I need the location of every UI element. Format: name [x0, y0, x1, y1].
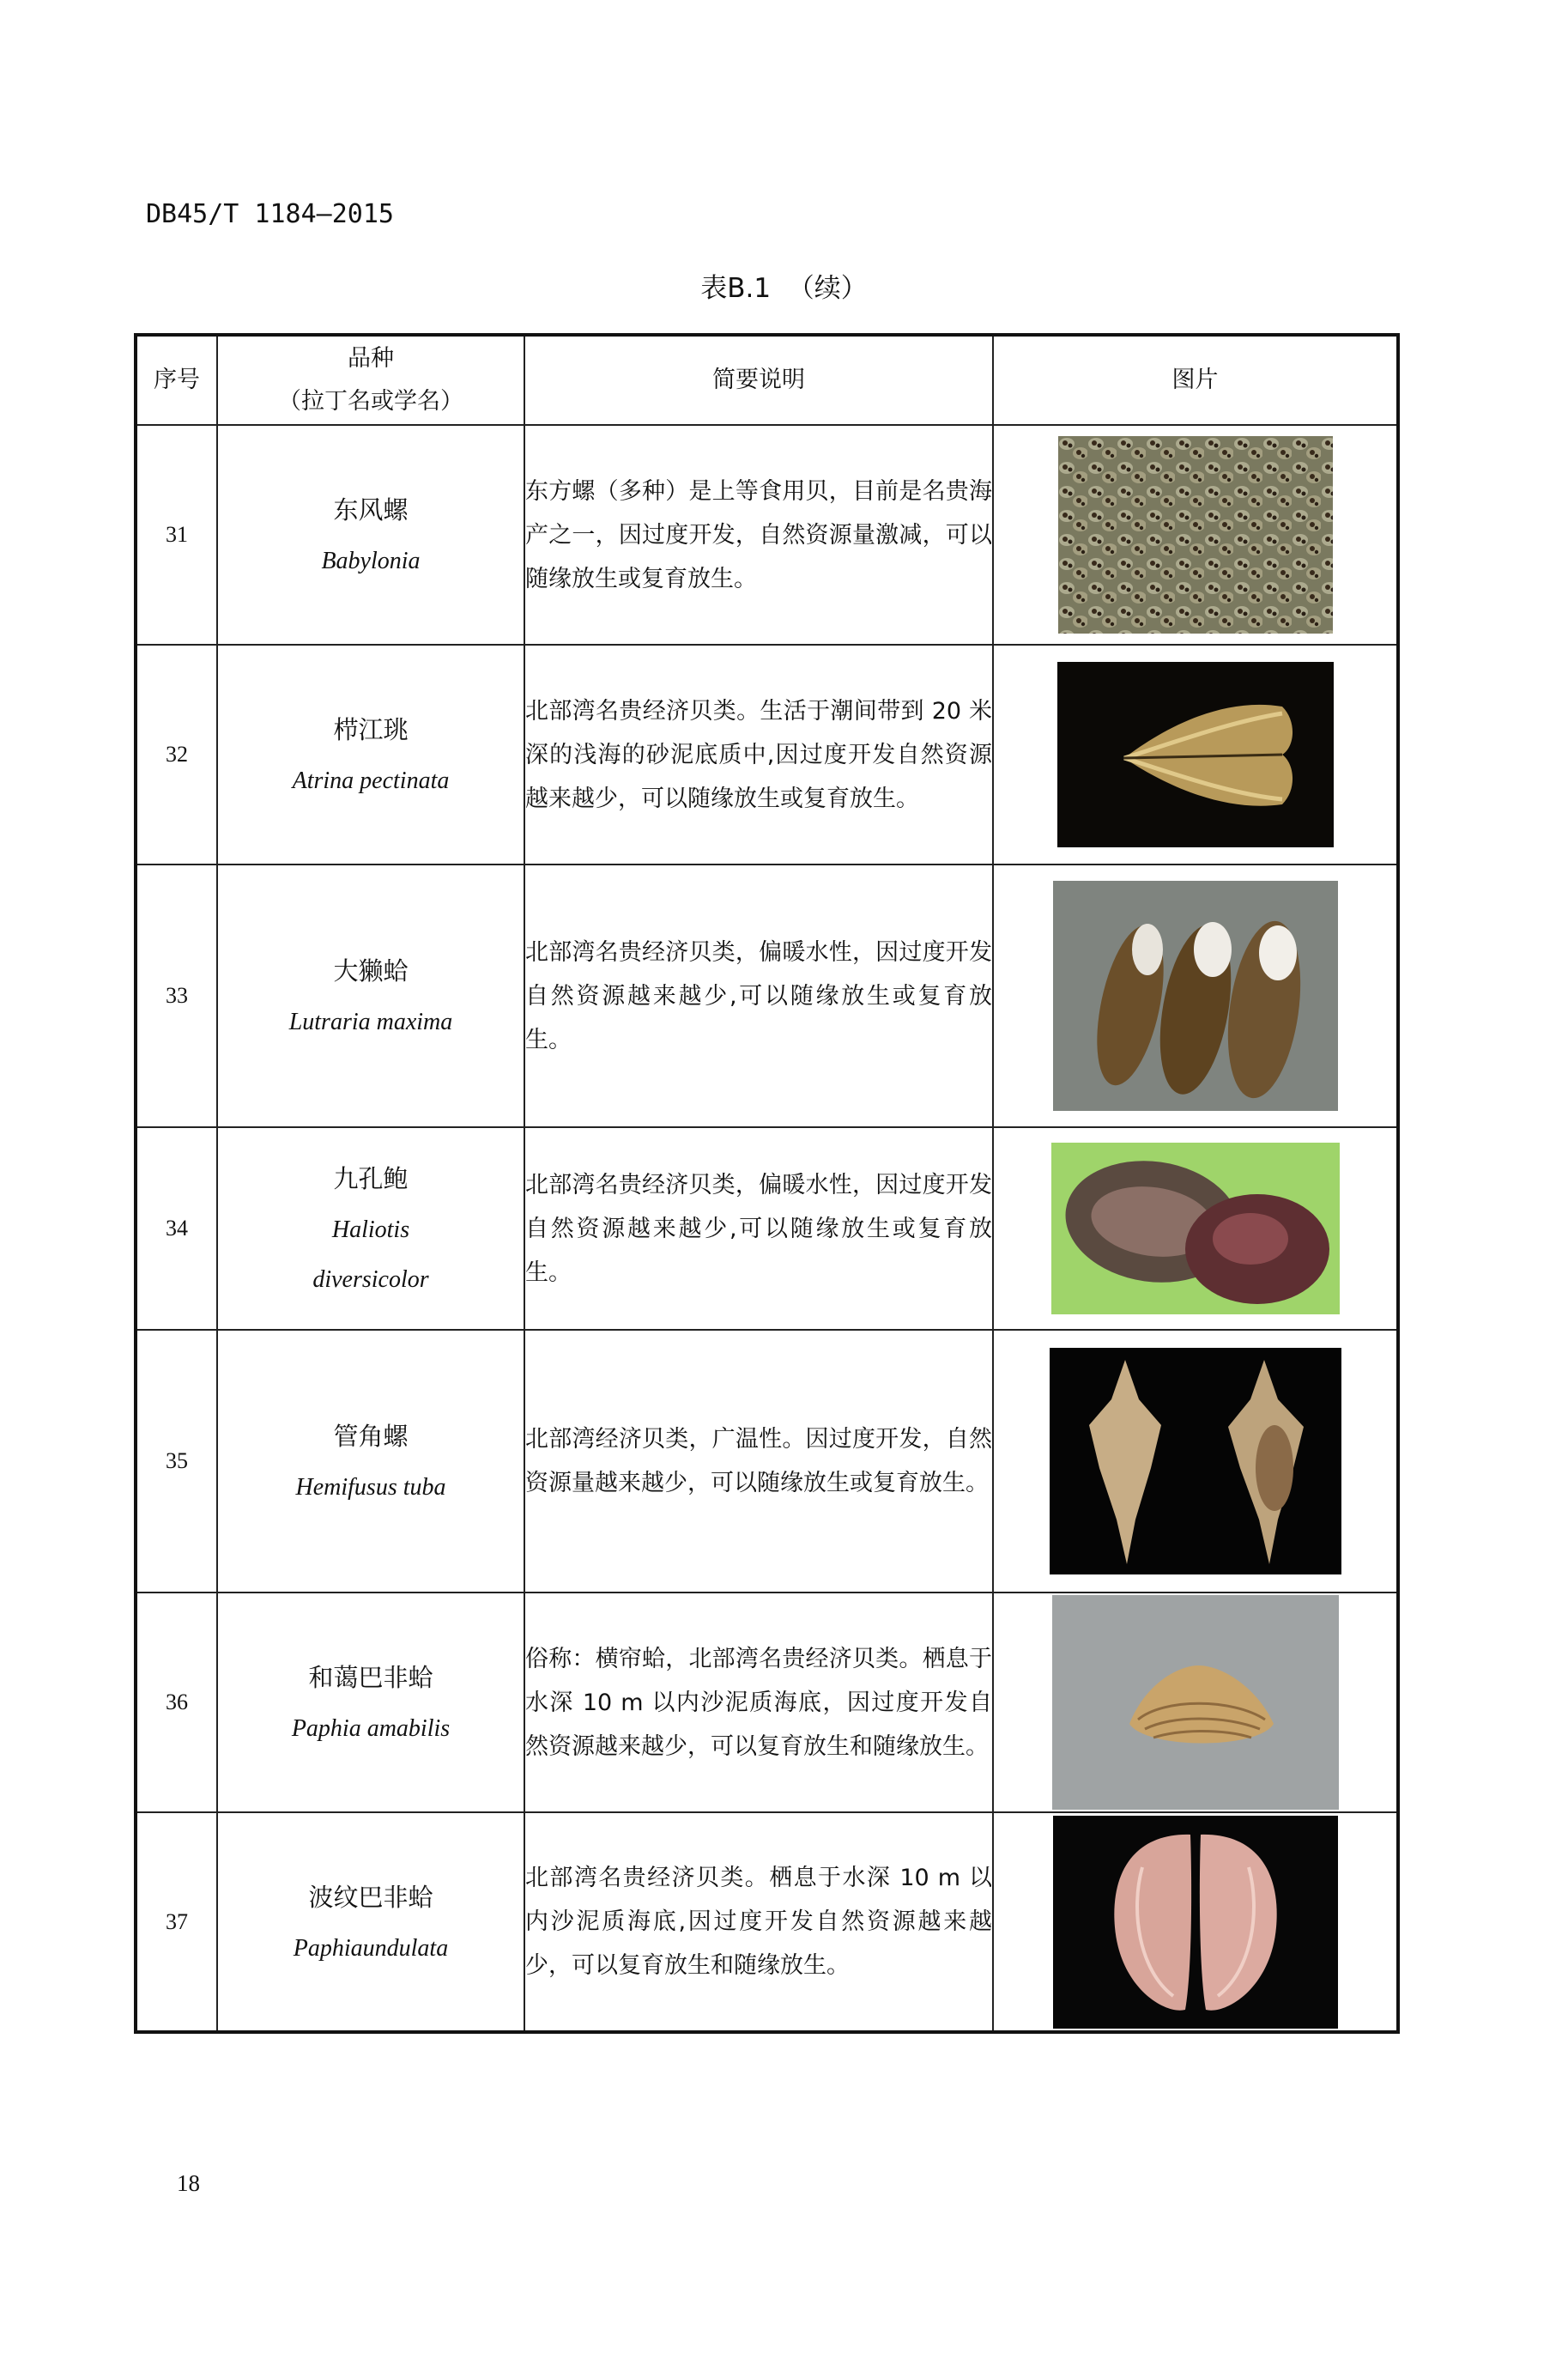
- row-number: 35: [136, 1330, 217, 1593]
- table-row: [136, 1127, 1398, 1330]
- species-latin-name: Hemifusus tuba: [295, 1474, 446, 1501]
- column-header-species: [217, 335, 524, 425]
- species-latin-name: Atrina pectinata: [292, 767, 450, 794]
- babylonia-shell-photo-icon: [1058, 436, 1333, 634]
- row-number: 37: [136, 1812, 217, 2032]
- description-cell: [524, 1593, 993, 1812]
- table-row: [136, 865, 1398, 1127]
- table-row: [136, 1812, 1398, 2032]
- paphia-amabilis-shell-photo-icon: [1052, 1595, 1339, 1810]
- species-name-cell: [217, 1593, 524, 1812]
- description-text: 北部湾经济贝类，广温性。因过度开发，自然资源量越来越少，可以随缘放生或复育放生。: [525, 1426, 992, 1496]
- species-chinese-name: 东风螺: [333, 495, 409, 525]
- table-row: [136, 1330, 1398, 1593]
- species-name-cell: [217, 645, 524, 865]
- lutraria-shell-photo-icon: [1053, 881, 1338, 1111]
- picture-cell: [993, 645, 1398, 865]
- species-name-cell: [217, 1127, 524, 1330]
- species-chinese-name: 和蔼巴非蛤: [308, 1663, 433, 1692]
- picture-cell: [993, 865, 1398, 1127]
- species-latin-name: Babylonia: [321, 548, 421, 574]
- picture-cell: [993, 1127, 1398, 1330]
- description-text: 东方螺（多种）是上等食用贝，目前是名贵海产之一，因过度开发，自然资源量激减，可以随缘放生或复育放生。: [525, 477, 992, 592]
- species-latin-name: Haliotis: [331, 1216, 410, 1243]
- table-row: [136, 1593, 1398, 1812]
- species-latin-name-continued: diversicolor: [312, 1266, 429, 1293]
- table-row: [136, 645, 1398, 865]
- description-cell: [524, 645, 993, 865]
- table-header-row: [136, 335, 1398, 425]
- species-name-cell: [217, 1812, 524, 2032]
- species-name-cell: [217, 425, 524, 645]
- column-header-species-line1: 品种: [348, 345, 394, 372]
- column-header-pic: 图片: [993, 335, 1398, 425]
- table-title: 表B.1 （续）: [700, 273, 868, 304]
- picture-cell: [993, 1330, 1398, 1593]
- row-number: 31: [136, 425, 217, 645]
- row-number: 36: [136, 1593, 217, 1812]
- hemifusus-shell-photo-icon: [1050, 1348, 1341, 1574]
- species-latin-name: Paphia amabilis: [291, 1715, 451, 1742]
- column-header-species-line2: （拉丁名或学名）: [278, 388, 463, 415]
- description-text: 北部湾名贵经济贝类。栖息于水深 10 m 以内沙泥质海底,因过度开发自然资源越来越少，可以复育放生和随缘放生。: [525, 1865, 992, 1979]
- description-cell: [524, 1330, 993, 1593]
- description-cell: [524, 425, 993, 645]
- species-chinese-name: 栉江珧: [333, 715, 409, 744]
- description-cell: [524, 865, 993, 1127]
- species-chinese-name: 管角螺: [333, 1422, 409, 1451]
- description-cell: [524, 1812, 993, 2032]
- row-number: 33: [136, 865, 217, 1127]
- species-latin-name: Lutraria maxima: [288, 1009, 453, 1035]
- species-table: [134, 333, 1400, 2034]
- page-number: 18: [177, 2170, 200, 2196]
- description-text: 北部湾名贵经济贝类。生活于潮间带到 20 米深的浅海的砂泥底质中,因过度开发自然资源越来越少，可以随缘放生或复育放生。: [525, 697, 992, 812]
- picture-cell: [993, 1812, 1398, 2032]
- species-chinese-name: 九孔鲍: [333, 1164, 409, 1193]
- atrina-shell-photo-icon: [1057, 662, 1334, 847]
- description-text: 北部湾名贵经济贝类，偏暖水性，因过度开发自然资源越来越少,可以随缘放生或复育放生。: [525, 1171, 992, 1286]
- species-chinese-name: 波纹巴非蛤: [308, 1882, 433, 1912]
- description-cell: [524, 1127, 993, 1330]
- row-number: 32: [136, 645, 217, 865]
- row-number: 34: [136, 1127, 217, 1330]
- document-code: DB45/T 1184—2015: [146, 199, 394, 229]
- description-text: 北部湾名贵经济贝类，偏暖水性，因过度开发自然资源越来越少,可以随缘放生或复育放生。: [525, 938, 992, 1053]
- table-row: [136, 425, 1398, 645]
- species-chinese-name: 大獭蛤: [333, 956, 409, 986]
- picture-cell: [993, 425, 1398, 645]
- description-text: 俗称：横帘蛤，北部湾名贵经济贝类。栖息于水深 10 m 以内沙泥质海底，因过度开发自然资源越来越少，可以复育放生和随缘放生。: [525, 1645, 992, 1760]
- species-name-cell: [217, 1330, 524, 1593]
- haliotis-shell-photo-icon: [1051, 1143, 1340, 1314]
- paphia-undulata-shell-photo-icon: [1053, 1816, 1338, 2029]
- column-header-desc: 简要说明: [524, 335, 993, 425]
- picture-cell: [993, 1593, 1398, 1812]
- species-latin-name: Paphiaundulata: [293, 1934, 449, 1962]
- column-header-num: 序号: [136, 335, 217, 425]
- species-name-cell: [217, 865, 524, 1127]
